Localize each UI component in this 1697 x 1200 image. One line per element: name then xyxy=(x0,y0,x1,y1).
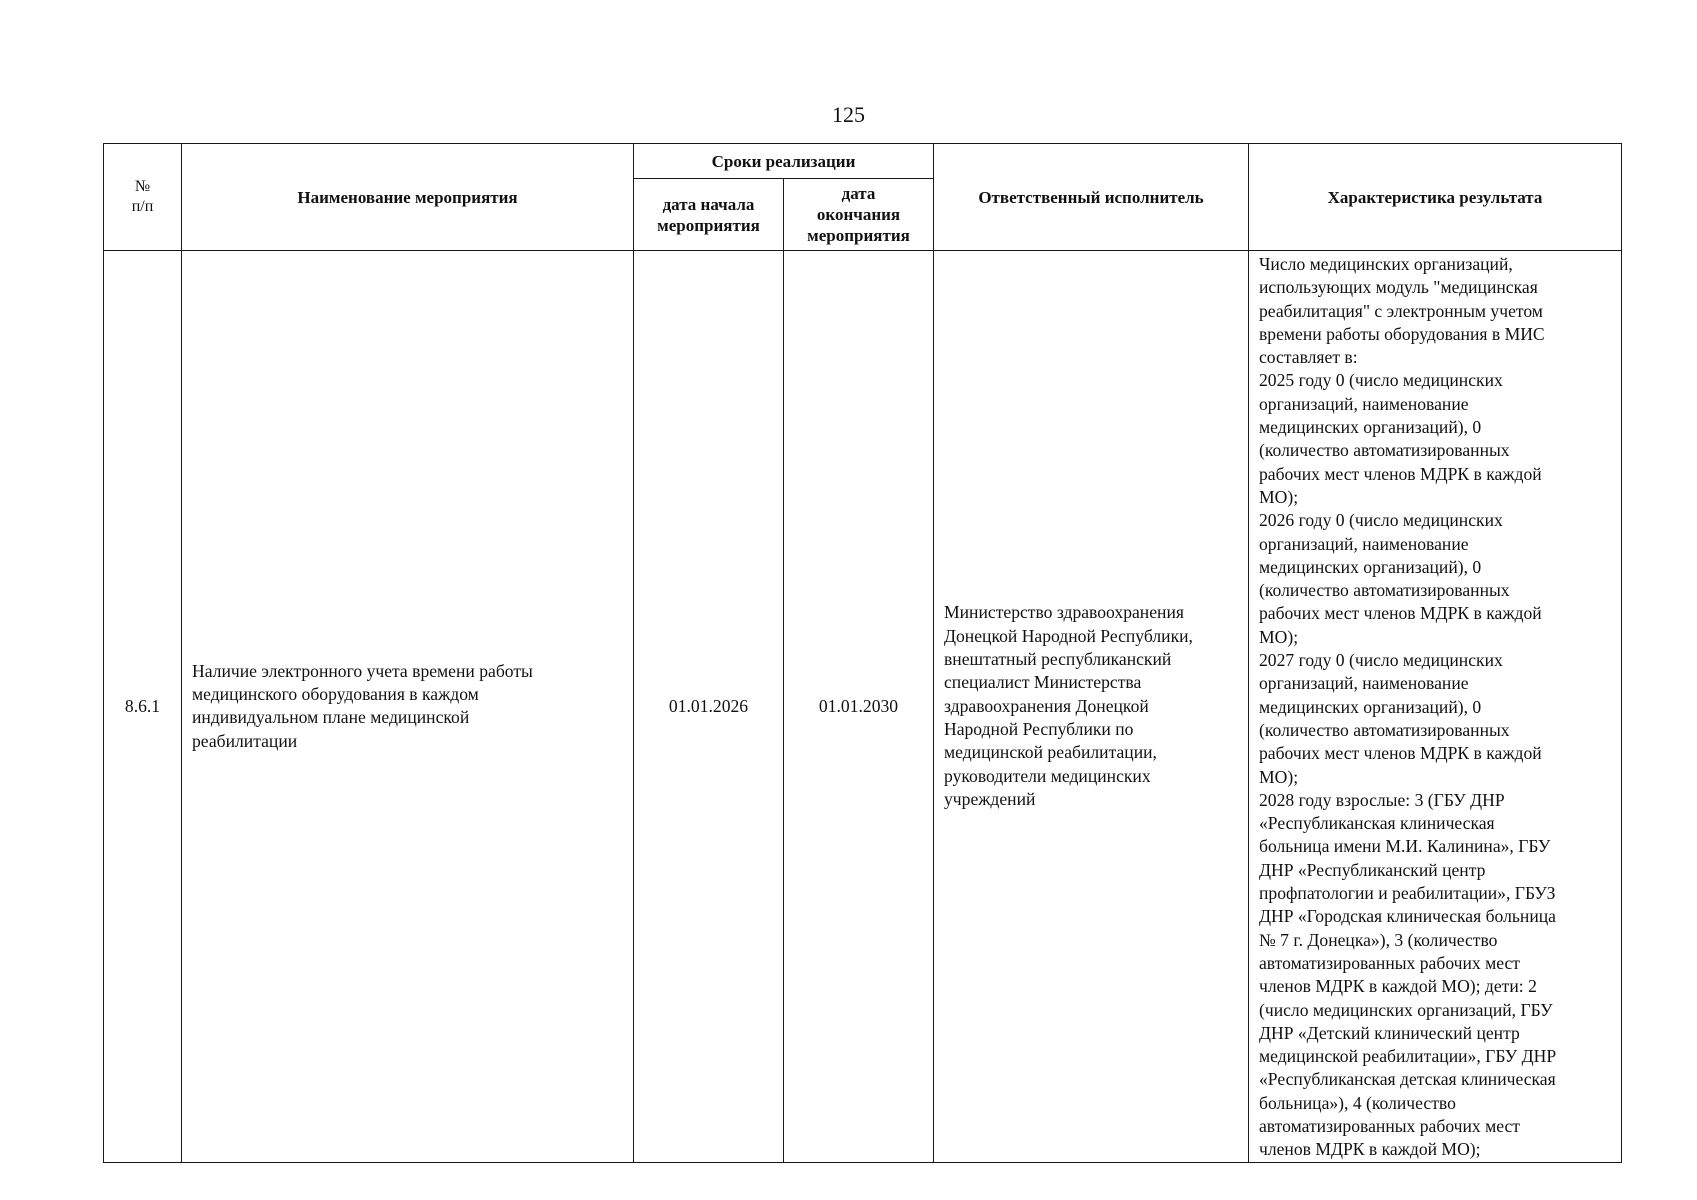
row-result-line: (количество автоматизированных xyxy=(1259,719,1510,740)
row-executor-line: здравоохранения Донецкой xyxy=(944,695,1149,716)
row-start-date: 01.01.2026 xyxy=(634,251,784,1163)
header-name: Наименование мероприятия xyxy=(182,144,634,251)
header-number xyxy=(104,144,182,251)
row-result-line: составляет в: xyxy=(1259,347,1358,368)
row-result-line: рабочих мест членов МДРК в каждой xyxy=(1259,603,1542,624)
row-result-line: использующих модуль "медицинская xyxy=(1259,277,1538,298)
header-start-date xyxy=(634,179,784,251)
row-executor-line: специалист Министерства xyxy=(944,672,1142,693)
row-result-line: медицинских организаций), 0 xyxy=(1259,417,1482,438)
row-event-name xyxy=(182,251,634,1163)
row-result-line: больница имени М.И. Калинина», ГБУ xyxy=(1259,836,1551,857)
row-result-line: организаций, наименование xyxy=(1259,673,1469,694)
header-start-date-line-2: мероприятия xyxy=(657,215,760,235)
row-result-line: реабилитация" с электронным учетом xyxy=(1259,300,1543,321)
row-result-line: ДНР «Республиканский центр xyxy=(1259,859,1486,880)
row-executor-line: Народной Республики по xyxy=(944,718,1134,739)
header-executor: Ответственный исполнитель xyxy=(934,144,1249,251)
row-result-line: медицинских организаций), 0 xyxy=(1259,696,1482,717)
row-result-line: 2027 году 0 (число медицинских xyxy=(1259,650,1503,671)
row-result-line: больница»), 4 (количество xyxy=(1259,1092,1456,1113)
row-result-line: организаций, наименование xyxy=(1259,533,1469,554)
row-event-name-line: индивидуальном плане медицинской xyxy=(192,707,470,728)
row-executor-line: Донецкой Народной Республики, xyxy=(944,625,1193,646)
row-event-name-line: медицинского оборудования в каждом xyxy=(192,683,479,704)
row-result-line: рабочих мест членов МДРК в каждой xyxy=(1259,743,1542,764)
row-result-line: автоматизированных рабочих мест xyxy=(1259,1115,1520,1136)
row-executor-line: медицинской реабилитации, xyxy=(944,742,1157,763)
header-end-date-line-1: дата xyxy=(841,184,876,203)
row-result xyxy=(1249,251,1622,1163)
header-row-top xyxy=(104,144,1622,179)
table-row xyxy=(104,251,1622,1163)
row-result-line: «Республиканская детская клиническая xyxy=(1259,1069,1556,1090)
row-executor-line: руководители медицинских xyxy=(944,765,1151,786)
row-result-line: профпатологии и реабилитации», ГБУЗ xyxy=(1259,883,1556,904)
row-result-line: рабочих мест членов МДРК в каждой xyxy=(1259,463,1542,484)
row-result-line: (количество автоматизированных xyxy=(1259,440,1510,461)
row-event-name-line: реабилитации xyxy=(192,730,298,751)
row-result-line: МО); xyxy=(1259,486,1299,507)
header-timeline-group: Сроки реализации xyxy=(634,144,934,179)
row-executor xyxy=(934,251,1249,1163)
row-end-date: 01.01.2030 xyxy=(784,251,934,1163)
header-end-date-line-2: окончания xyxy=(816,205,901,224)
header-end-date-line-3: мероприятия xyxy=(807,226,910,245)
row-result-line: «Республиканская клиническая xyxy=(1259,813,1495,834)
row-result-line: № 7 г. Донецка»), 3 (количество xyxy=(1259,929,1498,950)
header-start-date-line-1: дата начала xyxy=(662,194,755,214)
row-event-name-line: Наличие электронного учета времени работы xyxy=(192,660,533,681)
row-result-line: (количество автоматизированных xyxy=(1259,580,1510,601)
header-end-date xyxy=(784,179,934,251)
header-number-line-1: № xyxy=(134,178,151,195)
row-result-line: медицинской реабилитации», ГБУ ДНР xyxy=(1259,1046,1557,1067)
row-executor-line: Министерство здравоохранения xyxy=(944,602,1184,623)
row-result-line: автоматизированных рабочих мест xyxy=(1259,952,1520,973)
row-result-line: членов МДРК в каждой МО); xyxy=(1259,1139,1481,1160)
row-result-line: времени работы оборудования в МИС xyxy=(1259,323,1545,344)
page-number: 125 xyxy=(832,102,865,127)
header-number-line-2: п/п xyxy=(131,198,154,215)
row-result-line: медицинских организаций), 0 xyxy=(1259,556,1482,577)
row-result-line: членов МДРК в каждой МО); дети: 2 xyxy=(1259,976,1537,997)
header-result: Характеристика результата xyxy=(1249,144,1622,251)
row-result-line: 2026 году 0 (число медицинских xyxy=(1259,510,1503,531)
row-result-line: МО); xyxy=(1259,766,1299,787)
events-table xyxy=(103,143,1622,1163)
row-result-line: МО); xyxy=(1259,626,1299,647)
row-result-line: Число медицинских организаций, xyxy=(1259,254,1513,274)
row-result-line: (число медицинских организаций, ГБУ xyxy=(1259,999,1553,1020)
row-result-line: ДНР «Городская клиническая больница xyxy=(1259,906,1556,927)
row-result-line: 2025 году 0 (число медицинских xyxy=(1259,370,1503,391)
row-result-line: 2028 году взрослые: 3 (ГБУ ДНР xyxy=(1259,789,1505,810)
row-result-line: ДНР «Детский клинический центр xyxy=(1259,1022,1520,1043)
row-result-line: организаций, наименование xyxy=(1259,393,1469,414)
row-executor-line: внештатный республиканский xyxy=(944,649,1172,670)
row-number: 8.6.1 xyxy=(104,251,182,1163)
row-executor-line: учреждений xyxy=(944,788,1036,809)
